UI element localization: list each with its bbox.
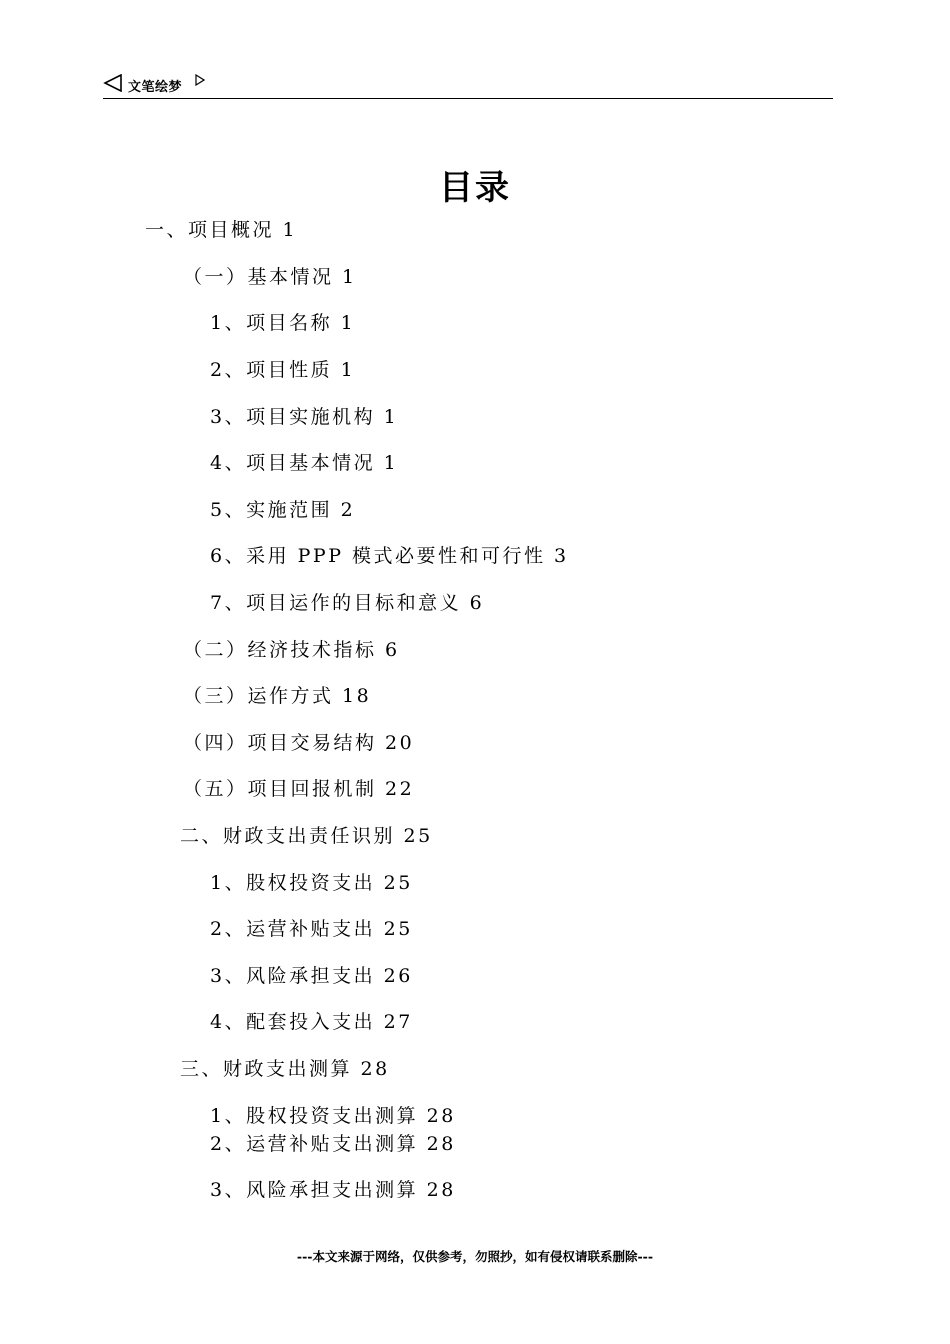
toc-entry[interactable]: （一）基本情况 1 <box>183 266 357 288</box>
toc-entry[interactable]: 三、财政支出测算 28 <box>180 1058 390 1080</box>
triangle-right-outline-icon <box>195 74 205 86</box>
toc-entry[interactable]: （四）项目交易结构 20 <box>183 732 415 754</box>
toc-entry[interactable]: 3、项目实施机构 1 <box>210 406 399 428</box>
toc-entry[interactable]: 2、运营补贴支出测算 28 <box>210 1133 456 1155</box>
toc-entry[interactable]: （五）项目回报机制 22 <box>183 778 415 800</box>
toc-entry[interactable]: （三）运作方式 18 <box>183 685 372 707</box>
toc-entry[interactable]: 1、股权投资支出测算 28 <box>210 1105 456 1127</box>
toc-entry[interactable]: 3、风险承担支出 26 <box>210 965 413 987</box>
triangle-left-outline-icon <box>103 74 123 92</box>
toc-entry[interactable]: 4、配套投入支出 27 <box>210 1011 413 1033</box>
header-brand: 文笔绘梦 <box>128 80 183 95</box>
toc-entry[interactable]: 二、财政支出责任识别 25 <box>180 825 433 847</box>
page-header <box>103 72 833 99</box>
toc-entry[interactable]: 7、项目运作的目标和意义 6 <box>210 592 485 614</box>
toc-entry[interactable]: 3、风险承担支出测算 28 <box>210 1179 456 1201</box>
toc-entry[interactable]: 1、股权投资支出 25 <box>210 872 413 894</box>
toc-entry[interactable]: 一、项目概况 1 <box>145 219 298 241</box>
page-title: 目录 <box>439 168 511 208</box>
toc-entry[interactable]: 2、运营补贴支出 25 <box>210 918 413 940</box>
toc-entry[interactable]: 5、实施范围 2 <box>210 499 356 521</box>
toc-entry[interactable]: 6、采用 PPP 模式必要性和可行性 3 <box>210 545 569 567</box>
toc-entry[interactable]: 4、项目基本情况 1 <box>210 452 399 474</box>
page-footer: ---本文来源于网络，仅供参考，勿照抄，如有侵权请联系删除--- <box>296 1249 654 1264</box>
toc-entry[interactable]: 2、项目性质 1 <box>210 359 356 381</box>
toc-entry[interactable]: 1、项目名称 1 <box>210 312 356 334</box>
toc-entry[interactable]: （二）经济技术指标 6 <box>183 639 400 661</box>
